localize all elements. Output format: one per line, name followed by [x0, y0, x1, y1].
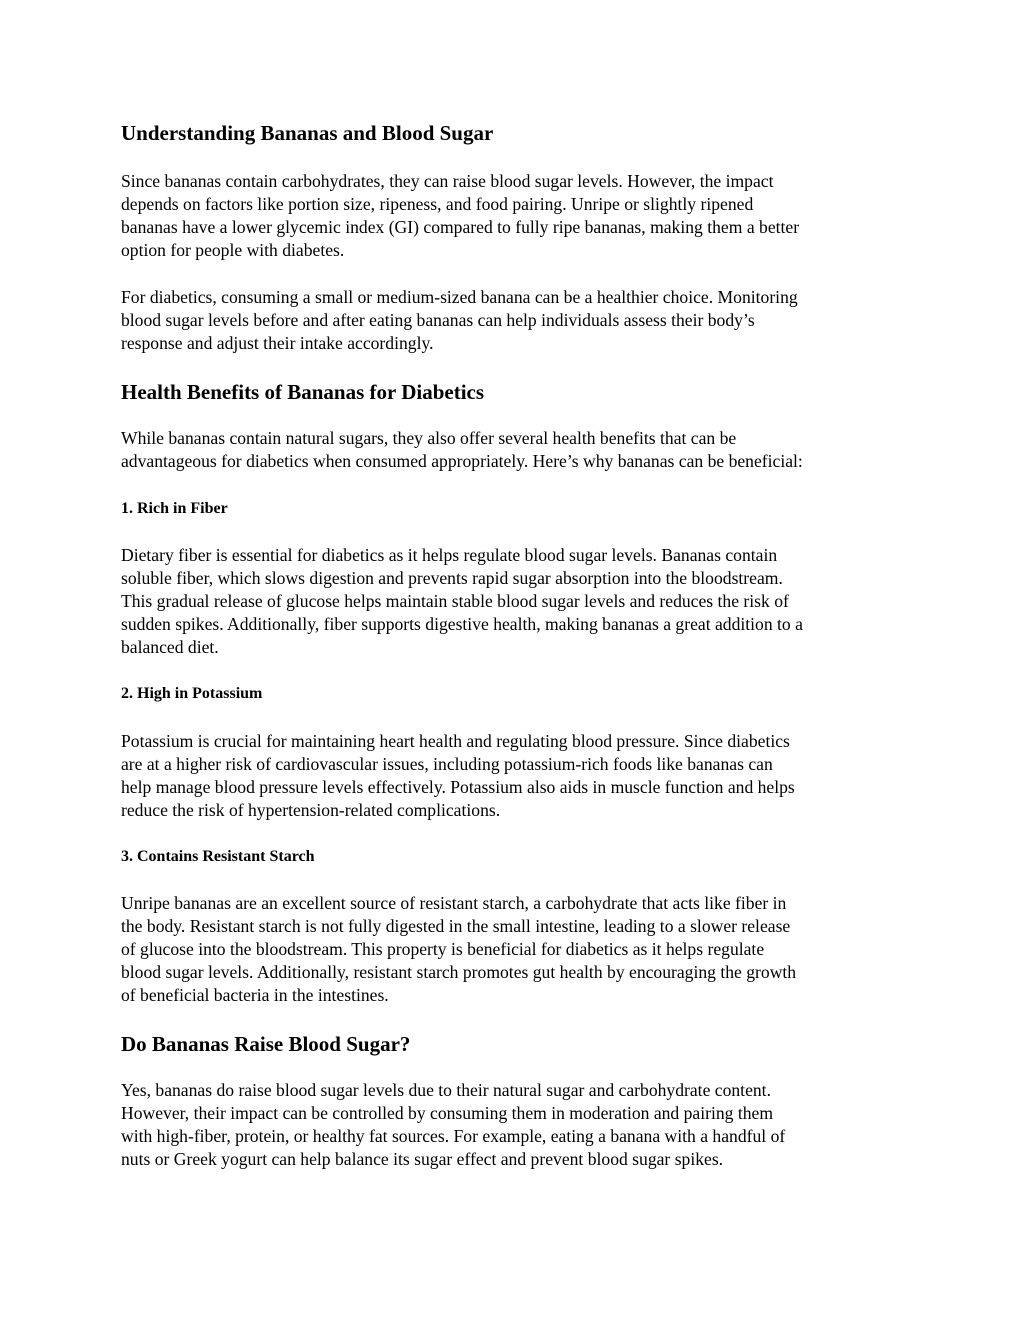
- text-line: Potassium is crucial for maintaining heart health and regulating blood pressure. Since diabetics: [121, 731, 790, 751]
- subheading-high-in-potassium: 2. High in Potassium: [121, 685, 263, 702]
- text-line: balanced diet.: [121, 637, 219, 657]
- text-line: the body. Resistant starch is not fully digested in the small intestine, leading to a slower release: [121, 916, 791, 936]
- text-line: sudden spikes. Additionally, fiber supports digestive health, making bananas a great addition to a: [121, 614, 803, 634]
- text-line: reduce the risk of hypertension-related complications.: [121, 800, 501, 820]
- text-line: However, their impact can be controlled by consuming them in moderation and pairing them: [121, 1103, 774, 1123]
- text-line: of beneficial bacteria in the intestines.: [121, 985, 389, 1005]
- paragraph-health-benefits-intro: [121, 427, 911, 473]
- paragraph-bananas-carbohydrates: [121, 170, 911, 262]
- text-line: For diabetics, consuming a small or medium-sized banana can be a healthier choice. Monitoring: [121, 287, 798, 307]
- text-line: Unripe bananas are an excellent source of resistant starch, a carbohydrate that acts like fiber in: [121, 893, 787, 913]
- text-line: Dietary fiber is essential for diabetics as it helps regulate blood sugar levels. Bananas contain: [121, 545, 778, 565]
- text-line: soluble fiber, which slows digestion and prevents rapid sugar absorption into the bloodstream.: [121, 568, 783, 588]
- paragraph-potassium: [121, 730, 911, 822]
- text-line: of glucose into the bloodstream. This property is beneficial for diabetics as it helps regulate: [121, 939, 765, 959]
- section-heading-do-bananas-raise: Do Bananas Raise Blood Sugar?: [121, 1032, 411, 1056]
- subheading-resistant-starch: 3. Contains Resistant Starch: [121, 848, 315, 865]
- text-line: This gradual release of glucose helps maintain stable blood sugar levels and reduces the risk of: [121, 591, 789, 611]
- paragraph-yes-bananas-raise: [121, 1079, 911, 1171]
- text-line: advantageous for diabetics when consumed appropriately. Here’s why bananas can be beneficial:: [121, 451, 803, 471]
- text-line: with high-fiber, protein, or healthy fat sources. For example, eating a banana with a handful of: [121, 1126, 786, 1146]
- text-line: Since bananas contain carbohydrates, they can raise blood sugar levels. However, the impact: [121, 171, 774, 191]
- text-line: blood sugar levels before and after eating bananas can help individuals assess their body’s: [121, 310, 755, 330]
- section-heading-health-benefits: Health Benefits of Bananas for Diabetics: [121, 380, 485, 404]
- subheading-rich-in-fiber: 1. Rich in Fiber: [121, 500, 228, 517]
- text-line: While bananas contain natural sugars, they also offer several health benefits that can be: [121, 428, 737, 448]
- paragraph-for-diabetics: [121, 286, 911, 355]
- text-line: blood sugar levels. Additionally, resistant starch promotes gut health by encouraging the growth: [121, 962, 797, 982]
- text-line: help manage blood pressure levels effectively. Potassium also aids in muscle function and helps: [121, 777, 795, 797]
- text-line: response and adjust their intake accordingly.: [121, 333, 434, 353]
- text-line: bananas have a lower glycemic index (GI) compared to fully ripe bananas, making them a better: [121, 217, 800, 237]
- text-line: depends on factors like portion size, ripeness, and food pairing. Unripe or slightly ripened: [121, 194, 754, 214]
- text-line: are at a higher risk of cardiovascular issues, including potassium-rich foods like bananas can: [121, 754, 773, 774]
- text-line: option for people with diabetes.: [121, 240, 345, 260]
- paragraph-resistant-starch: [121, 892, 911, 1007]
- section-heading-understanding: Understanding Bananas and Blood Sugar: [121, 121, 494, 145]
- text-line: nuts or Greek yogurt can help balance its sugar effect and prevent blood sugar spikes.: [121, 1149, 724, 1169]
- text-line: Yes, bananas do raise blood sugar levels due to their natural sugar and carbohydrate content.: [121, 1080, 771, 1100]
- paragraph-fiber: [121, 544, 911, 659]
